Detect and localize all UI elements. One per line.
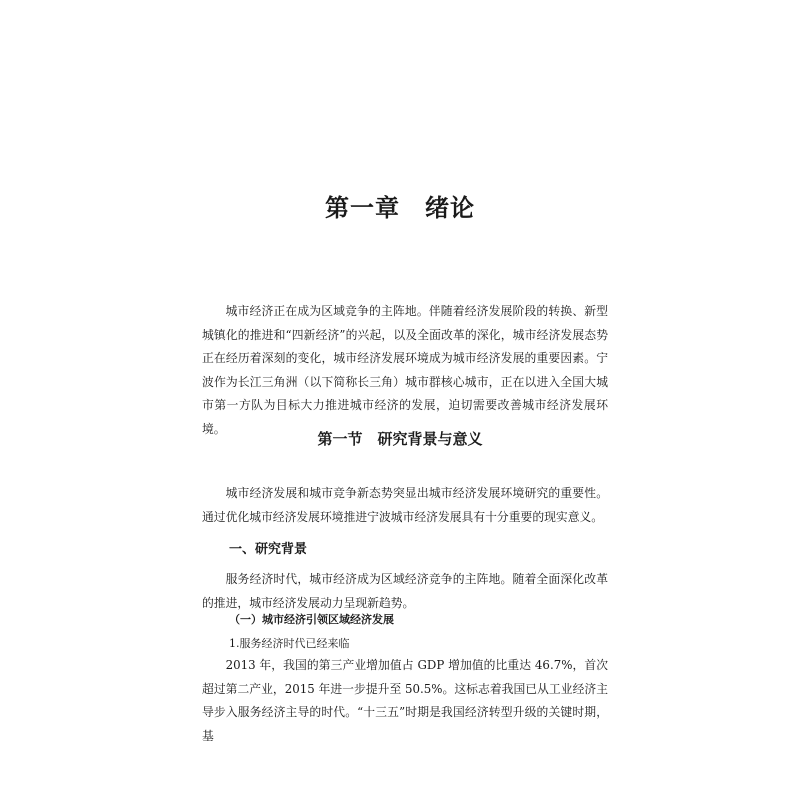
subsection-heading: 一、研究背景 xyxy=(229,542,308,557)
intro-paragraph: 城市经济正在成为区域竞争的主阵地。伴随着经济发展阶段的转换、新型城镇化的推进和“四新经济”的兴起，以及全面改革的深化，城市经济发展态势正在经历着深刻的变化，城市经济发展环境成为城市经济发展的重要因素。宁波作为长江三角洲（以下简称长三角）城市群核心城市，正在以进入全国大城市第一方队为目标大力推进城市经济的发展，迫切需要改善城市经济发展环境。 xyxy=(202,304,608,436)
item-heading: 1.服务经济时代已经来临 xyxy=(229,637,350,650)
section-title: 第一节 研究背景与意义 xyxy=(317,430,483,448)
body-paragraph: 2013 年，我国的第三产业增加值占 GDP 增加值的比重达 46.7%，首次超过第二产业，2015 年进一步提升至 50.5%。这标志着我国已从工业经济主导步入服务经济主导的时代。“十三五”时期是我国经济转型升级的关键时期，基 xyxy=(202,658,608,743)
subsubsection-heading: （一）城市经济引领区域经济发展 xyxy=(229,613,394,626)
subsection-paragraph: 服务经济时代，城市经济成为区域经济竞争的主阵地。随着全面深化改革的推进，城市经济发展动力呈现新趋势。 xyxy=(202,572,608,610)
chapter-title: 第一章 绪论 xyxy=(325,193,475,222)
section-paragraph: 城市经济发展和城市竞争新态势突显出城市经济发展环境研究的重要性。通过优化城市经济发展环境推进宁波城市经济发展具有十分重要的现实意义。 xyxy=(202,486,608,524)
